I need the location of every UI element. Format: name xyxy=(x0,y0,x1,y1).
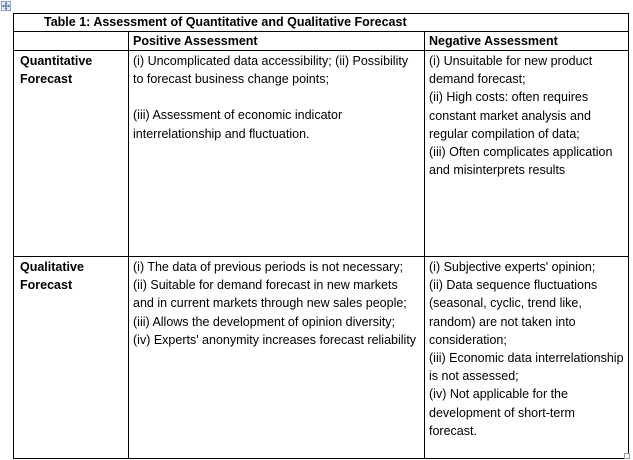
qualitative-positive-item: (ii) Suitable for demand forecast in new markets and in current markets through new sales people; xyxy=(133,278,407,311)
header-positive-assessment: Positive Assessment xyxy=(129,32,425,51)
assessment-table xyxy=(13,13,629,459)
table-move-handle[interactable] xyxy=(1,1,11,11)
quantitative-negative-cell xyxy=(425,51,629,257)
qualitative-positive-item: (iii) Allows the development of opinion diversity; xyxy=(133,314,395,329)
qualitative-negative-item: (ii) Data sequence fluctuations (seasonal, cyclic, trend like, random) are not taken into consideration; xyxy=(429,278,598,347)
quantitative-positive-item: (iii) Assessment of economic indicator interrelationship and fluctuation. xyxy=(133,108,343,141)
row-label-quantitative: Quantitative Forecast xyxy=(14,51,129,257)
table-resize-handle[interactable] xyxy=(624,453,630,459)
header-empty-cell xyxy=(14,32,129,51)
quantitative-positive-cell xyxy=(129,51,425,257)
caption-row xyxy=(14,14,629,32)
quantitative-positive-item: (i) Uncomplicated data accessibility; (ii) Possibility to forecast business change points; xyxy=(133,54,409,87)
quantitative-negative-item: (i) Unsuitable for new product demand forecast; xyxy=(429,54,593,87)
qualitative-positive-item: (iv) Experts' anonymity increases forecast reliability xyxy=(133,332,417,347)
table-row-qualitative xyxy=(14,257,629,459)
qualitative-positive-cell xyxy=(129,257,425,459)
header-negative-assessment: Negative Assessment xyxy=(425,32,629,51)
quantitative-negative-item: (ii) High costs: often requires constant market analysis and regular compilation of data; xyxy=(429,90,591,141)
row-label-qualitative: Qualitative Forecast xyxy=(14,257,129,459)
table-caption: Table 1: Assessment of Quantitative and Qualitative Forecast xyxy=(14,14,629,32)
qualitative-positive-item: (i) The data of previous periods is not necessary; xyxy=(133,260,404,274)
quantitative-negative-item: (iii) Often complicates application and misinterprets results xyxy=(429,145,613,178)
move-arrows-icon xyxy=(2,2,10,10)
qualitative-negative-cell xyxy=(425,257,629,459)
qualitative-negative-item: (iii) Economic data interrelationship is not assessed; xyxy=(429,351,624,384)
header-row xyxy=(14,32,629,51)
qualitative-negative-item: (iv) Not applicable for the development of short-term forecast. xyxy=(429,387,575,438)
table-row-quantitative xyxy=(14,51,629,257)
qualitative-negative-item: (i) Subjective experts' opinion; xyxy=(429,260,596,274)
